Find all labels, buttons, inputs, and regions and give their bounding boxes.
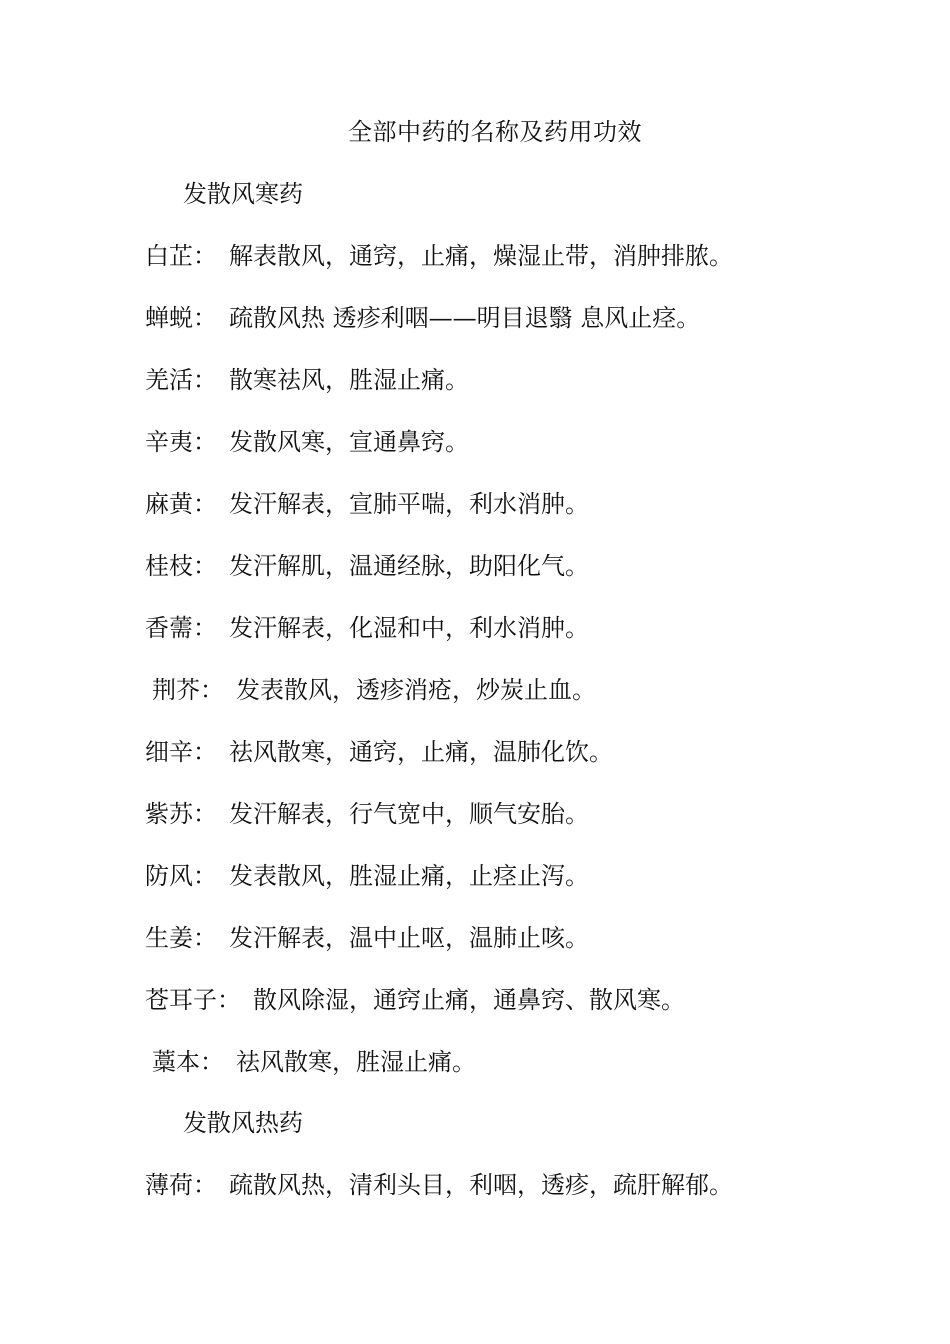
herb-entry <box>145 486 589 522</box>
herb-entry <box>145 1167 733 1203</box>
herb-name: 苍耳子： <box>145 986 241 1014</box>
herb-entry <box>145 362 469 398</box>
herb-name: 荆芥： <box>152 676 224 704</box>
herb-entry <box>145 858 589 894</box>
herb-entry <box>152 1044 476 1080</box>
herb-name: 防风： <box>145 862 217 890</box>
herb-effect: 发散风寒，宣通鼻窍。 <box>229 428 469 456</box>
herb-effect: 发汗解表，化湿和中，利水消肿。 <box>229 614 589 642</box>
herb-entry <box>145 982 685 1018</box>
herb-name: 桂枝： <box>145 552 217 580</box>
herb-name: 生姜： <box>145 924 217 952</box>
herb-name: 白芷： <box>145 242 217 270</box>
herb-effect: 发汗解表，行气宽中，顺气安胎。 <box>229 800 589 828</box>
page-title: 全部中药的名称及药用功效 <box>348 118 642 146</box>
herb-entry <box>145 796 589 832</box>
herb-name: 辛夷： <box>145 428 217 456</box>
herb-name: 麻黄： <box>145 490 217 518</box>
herb-entry <box>152 672 596 708</box>
herb-name: 紫苏： <box>145 800 217 828</box>
herb-effect: 祛风散寒，胜湿止痛。 <box>236 1048 476 1076</box>
herb-effect: 发汗解肌，温通经脉，助阳化气。 <box>229 552 589 580</box>
herb-effect: 发汗解表，温中止呕，温肺止咳。 <box>229 924 589 952</box>
herb-effect: 祛风散寒，通窍，止痛，温肺化饮。 <box>229 738 613 766</box>
herb-effect: 疏散风热，清利头目，利咽，透疹，疏肝解郁。 <box>229 1171 733 1199</box>
herb-name: 薄荷： <box>145 1171 217 1199</box>
herb-effect: 发表散风，胜湿止痛，止痉止泻。 <box>229 862 589 890</box>
herb-entry <box>145 238 733 274</box>
herb-name: 蝉蜕： <box>145 304 217 332</box>
herb-effect: 发汗解表，宣肺平喘，利水消肿。 <box>229 490 589 518</box>
herb-name: 羌活： <box>145 366 217 394</box>
section-heading-wind-cold: 发散风寒药 <box>183 180 303 208</box>
herb-entry <box>145 920 589 956</box>
herb-entry <box>145 610 589 646</box>
herb-name: 藁本： <box>152 1048 224 1076</box>
herb-entry <box>145 734 613 770</box>
herb-name: 细辛： <box>145 738 217 766</box>
herb-effect: 疏散风热 透疹利咽——明目退翳 息风止痉。 <box>229 304 701 332</box>
herb-effect: 解表散风，通窍，止痛，燥湿止带，消肿排脓。 <box>229 242 733 270</box>
herb-name: 香薷： <box>145 614 217 642</box>
herb-effect: 散寒祛风，胜湿止痛。 <box>229 366 469 394</box>
herb-entry <box>145 548 589 584</box>
herb-effect: 散风除湿，通窍止痛，通鼻窍、散风寒。 <box>253 986 685 1014</box>
herb-effect: 发表散风，透疹消疮，炒炭止血。 <box>236 676 596 704</box>
herb-entry <box>145 424 469 460</box>
herb-entry <box>145 300 700 336</box>
section-heading-wind-heat: 发散风热药 <box>183 1109 303 1137</box>
